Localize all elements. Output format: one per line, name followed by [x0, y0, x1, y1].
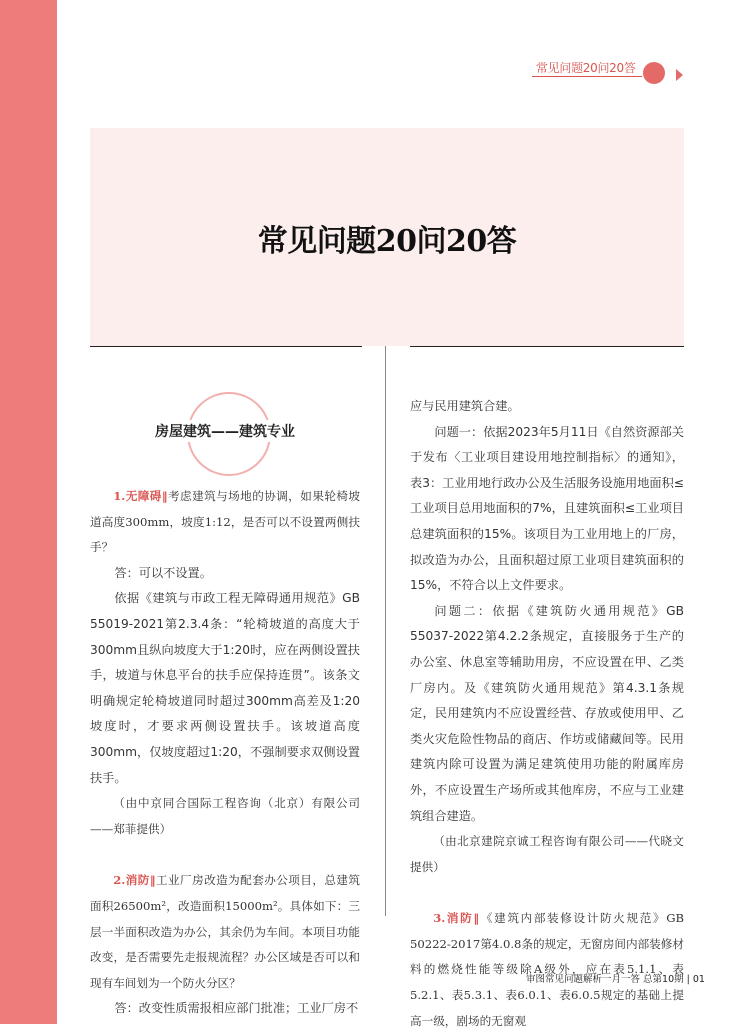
- left-column-top-rule: [90, 346, 362, 347]
- header-underline: [532, 76, 642, 77]
- answer-1-body: 依据《建筑与市政工程无障碍通用规范》GB 55019-2021第2.3.4条：“轮椅坡道的高度大于300mm且纵向坡度大于1:20时，应在两侧设置扶手，坡道与休息平台的扶手应保持连贯”。该条文明确规定轮椅坡道同时超过300mm高差及1:20 坡度时，才要求两侧设置扶手。该坡道高度300mm，仅坡度超过1:20，不强制要求双侧设置扶手。: [90, 591, 360, 785]
- answer-1-credit: （由中京同合国际工程咨询（北京）有限公司——郑菲提供）: [90, 796, 360, 836]
- answer-2-part-1: 问题一：依据2023年5月11日《自然资源部关于发布〈工业项目建设用地控制指标〉的通知》，表3：工业用地行政办公及生活服务设施用地面积≤工业项目总用地面积的7%，且建筑面积≤工业项目总建筑面积的15%。该项目为工业用地上的厂房，拟改造为办公，且面积超过原工业项目建筑面积的15%，不符合以上文件要求。: [410, 424, 684, 593]
- title-band: [90, 128, 684, 346]
- page-title: 常见问题20问20答: [257, 224, 517, 259]
- header-circle-icon: [643, 62, 665, 84]
- question-1-label: 1.无障碍‖: [113, 489, 168, 503]
- question-2-text: 工业厂房改造为配套办公项目，总建筑面积26500m²，改造面积15000m²。具体如下：三层一半面积改造为办公，其余仍为车间。本项目功能改变，是否需要先走报规流程？办公区域是否可以和现有车间划为一个防火分区？: [90, 873, 360, 990]
- question-3-label: 3.消防‖: [433, 911, 480, 926]
- answer-2-continued: 应与民用建筑合建。: [410, 399, 520, 413]
- right-column: [410, 394, 684, 1034]
- page-footer: 审图常见问题解析一月一答 总第10期 | 01: [526, 974, 705, 985]
- column-divider: [385, 346, 386, 916]
- side-color-bar: [0, 0, 57, 1024]
- running-header-text: 常见问题20问20答: [536, 61, 636, 75]
- answer-2-start: 答：改变性质需报相应部门批准；工业厂房不: [114, 1001, 359, 1016]
- answer-2-credit: （由北京建院京诚工程咨询有限公司——代晓文提供）: [410, 834, 684, 874]
- question-1-text: 考虑建筑与场地的协调，如果轮椅坡道高度300mm，坡度1:12，是否可以不设置两侧扶手？: [90, 489, 360, 555]
- header-arrow-icon: [676, 69, 683, 81]
- answer-1-short: 答：可以不设置。: [114, 565, 212, 580]
- question-2: [90, 868, 360, 996]
- question-1: [90, 484, 360, 561]
- question-2-label: 2.消防‖: [113, 873, 156, 888]
- question-3-text: 《建筑内部装修设计防火规范》GB 50222-2017第4.0.8条的规定，无窗房间内部装修材料的燃烧性能等级除A级外，应在表5.1.1、表5.2.1、表5.3.1、表6.0.1、表6.0.5规定的基础上提高一级，剧场的无窗观: [410, 911, 684, 1028]
- right-column-top-rule: [410, 346, 684, 347]
- section-heading: 房屋建筑——建筑专业: [155, 424, 295, 440]
- answer-2-part-2: 问题二：依据《建筑防火通用规范》GB 55037-2022第4.2.2条规定，直接服务于生产的办公室、休息室等辅助用房，不应设置在甲、乙类厂房内。及《建筑防火通用规范》第4.3.1条规定，民用建筑内不应设置经营、存放或使用甲、乙类火灾危险性物品的商店、作坊或储藏间等。民用建筑内除可设置为满足建筑使用功能的附属库房外，不应设置生产场所或其他库房，不应与工业建筑组合建造。: [410, 603, 684, 823]
- left-column: [90, 484, 360, 1022]
